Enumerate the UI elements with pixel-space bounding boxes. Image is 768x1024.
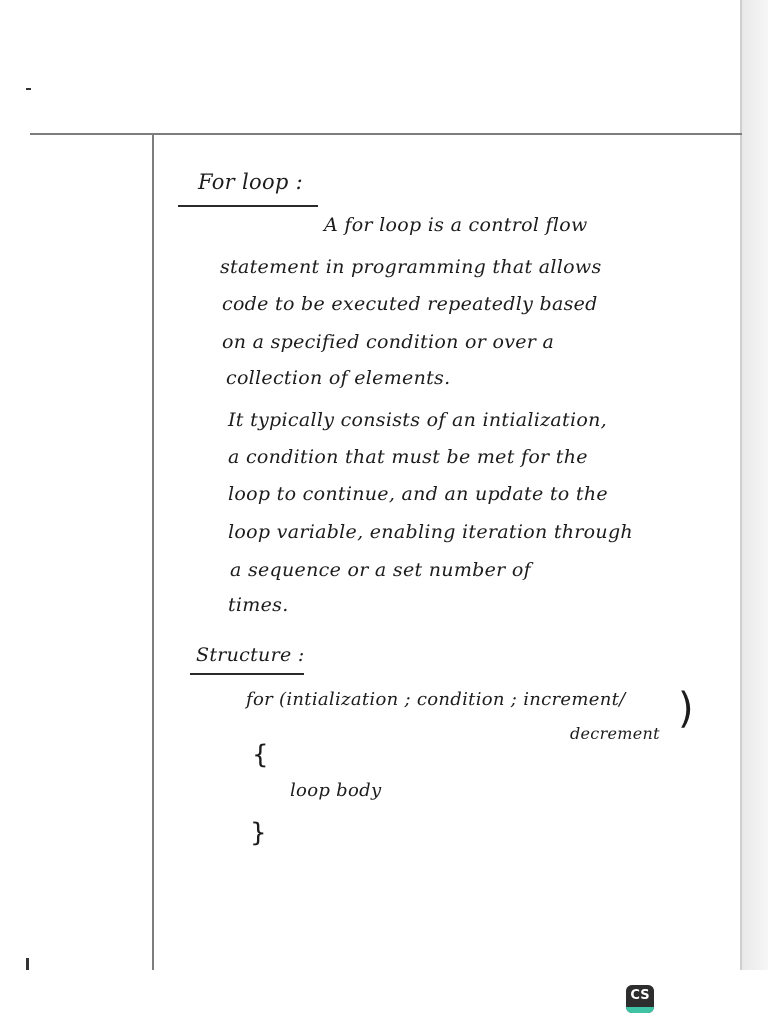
- margin-dash-mark: [26, 88, 31, 90]
- paragraph-2-line-5: a sequence or a set number of: [230, 559, 531, 581]
- code-close-brace: }: [250, 818, 267, 848]
- heading-for-loop-underline: [178, 205, 318, 207]
- page-edge-shadow: [742, 0, 768, 972]
- paragraph-1-line-5: collection of elements.: [226, 367, 451, 389]
- closing-paren-glyph: ): [678, 684, 694, 734]
- paragraph-1-line-3: code to be executed repeatedly based: [222, 293, 598, 315]
- margin-rule-line: [152, 133, 154, 970]
- heading-for-loop: For loop :: [198, 170, 303, 194]
- paragraph-2-line-3: loop to continue, and an update to the: [228, 483, 608, 505]
- code-open-brace: {: [252, 740, 269, 770]
- heading-structure: Structure :: [196, 644, 305, 666]
- paragraph-2-line-6: times.: [228, 594, 289, 616]
- camscanner-logo: [626, 985, 654, 1013]
- code-decrement-line: decrement: [570, 724, 660, 743]
- heading-structure-underline: [190, 673, 304, 675]
- paragraph-1-line-4: on a specified condition or over a: [222, 331, 555, 353]
- code-loop-body: loop body: [290, 780, 382, 801]
- code-for-line: for (intialization ; condition ; increment/: [246, 689, 626, 710]
- page-right-edge: [740, 0, 742, 970]
- camscanner-logo-stripe: [626, 1007, 654, 1013]
- paragraph-1-line-1: A for loop is a control flow: [324, 214, 588, 236]
- margin-tick-mark: [26, 958, 29, 970]
- paragraph-1-line-2: statement in programming that allows: [220, 256, 602, 278]
- camscanner-logo-text: CS: [630, 988, 650, 1003]
- header-rule-line: [30, 133, 742, 135]
- paragraph-2-line-1: It typically consists of an intialization,: [228, 409, 607, 431]
- paragraph-2-line-4: loop variable, enabling iteration through: [228, 521, 633, 543]
- paragraph-2-line-2: a condition that must be met for the: [228, 446, 588, 468]
